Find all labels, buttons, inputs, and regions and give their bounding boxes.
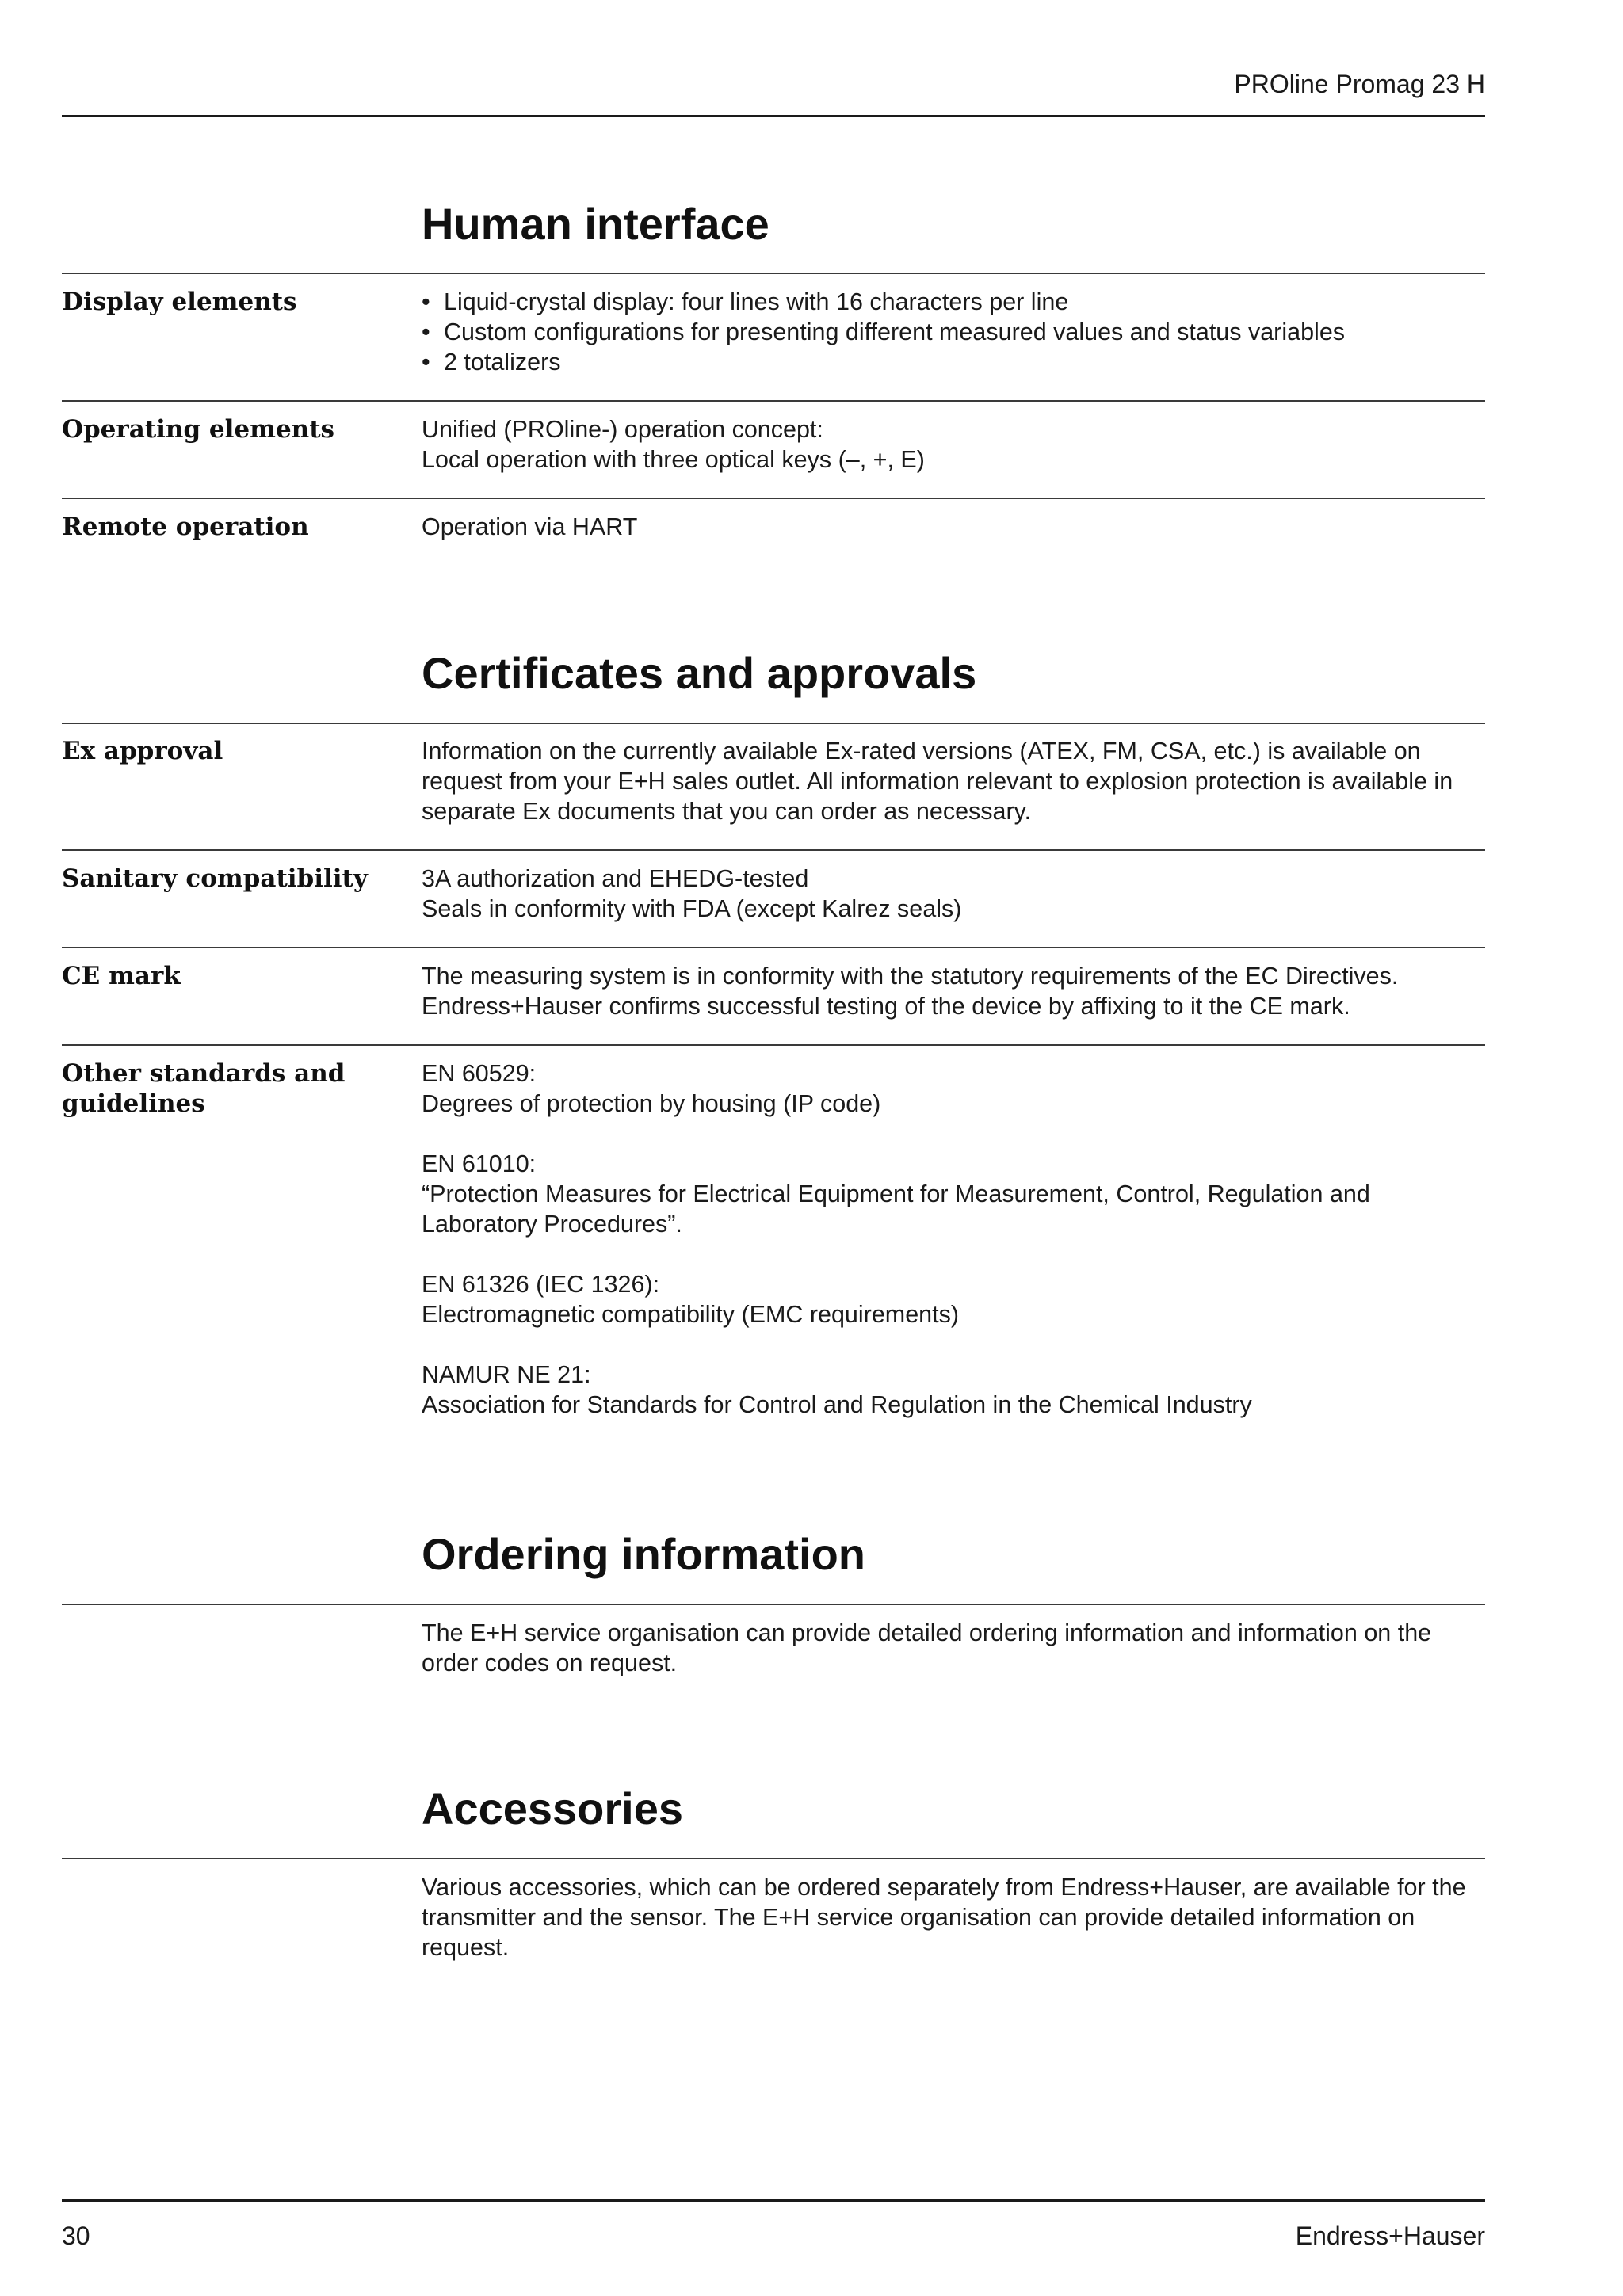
- footer-rule: [62, 2199, 1485, 2202]
- row-body-other-standards: [422, 1058, 1485, 1420]
- row-label-other-standards: Other standards and guidelines: [62, 1059, 346, 1118]
- standard-code: EN 61326 (IEC 1326):: [422, 1271, 660, 1298]
- row-label-sanitary-compatibility: Sanitary compatibility: [62, 864, 368, 893]
- document-header-title: PROline Promag 23 H: [1234, 70, 1485, 98]
- list-item: • Liquid-crystal display: four lines with 16 characters per line: [422, 288, 1069, 315]
- standard-code: EN 61010:: [422, 1150, 537, 1177]
- text-line: Seals in conformity with FDA (except Kalrez seals): [422, 895, 962, 922]
- row-body-ordering: The E+H service organisation can provide detailed ordering information and information on the order codes on request.: [422, 1619, 1432, 1676]
- standard-code: NAMUR NE 21:: [422, 1361, 591, 1388]
- text-line: Local operation with three optical keys (–, +, E): [422, 446, 925, 473]
- bullet-icon: •: [422, 349, 430, 376]
- bullet-icon: •: [422, 318, 430, 345]
- header-rule: [62, 115, 1485, 117]
- section-title-certificates: Certificates and approvals: [422, 648, 977, 698]
- standard-description: Electromagnetic compatibility (EMC requirements): [422, 1301, 959, 1328]
- section-divider: [62, 1604, 1485, 1605]
- section-divider: [62, 723, 1485, 724]
- row-body-ce-mark: The measuring system is in conformity with the statutory requirements of the EC Directives. Endress+Hauser confirms successful testing of the device by affixing to it the CE mark.: [422, 963, 1399, 1020]
- row-body-remote-operation: Operation via HART: [422, 513, 638, 540]
- brand-name: Endress+Hauser: [1295, 2222, 1485, 2250]
- section-divider: [62, 273, 1485, 274]
- row-divider: [62, 849, 1485, 851]
- row-label-ce-mark: CE mark: [62, 962, 181, 990]
- text-line: Unified (PROline-) operation concept:: [422, 416, 823, 443]
- row-divider: [62, 947, 1485, 948]
- display-elements-list: [422, 287, 1485, 377]
- row-label-ex-approval: Ex approval: [62, 737, 223, 765]
- text-line: 3A authorization and EHEDG-tested: [422, 865, 809, 892]
- bullet-icon: •: [422, 288, 430, 315]
- section-title-human-interface: Human interface: [422, 199, 769, 249]
- standard-description: Degrees of protection by housing (IP code): [422, 1090, 881, 1117]
- list-item: • Custom configurations for presenting different measured values and status variables: [422, 318, 1346, 345]
- section-divider: [62, 1858, 1485, 1859]
- row-label-display-elements: Display elements: [62, 288, 297, 316]
- row-label-operating-elements: Operating elements: [62, 415, 334, 444]
- standard-code: EN 60529:: [422, 1060, 537, 1087]
- row-body-operating-elements: [422, 414, 1485, 475]
- row-body-accessories: Various accessories, which can be ordered separately from Endress+Hauser, are available for the transmitter and the sensor. The E+H service organisation can provide detailed information on request.: [422, 1874, 1466, 1961]
- row-body-ex-approval: Information on the currently available Ex-rated versions (ATEX, FM, CSA, etc.) is available on request from your E+H sales outlet. All information relevant to explosion protection is available in separate Ex documents that you can order as necessary.: [422, 738, 1453, 825]
- section-title-ordering: Ordering information: [422, 1529, 865, 1579]
- standard-description: “Protection Measures for Electrical Equipment for Measurement, Control, Regulation and Laboratory Procedures”.: [422, 1180, 1370, 1238]
- row-divider: [62, 498, 1485, 499]
- page-number: 30: [62, 2222, 90, 2250]
- list-item: • 2 totalizers: [422, 349, 561, 376]
- row-divider: [62, 1044, 1485, 1046]
- row-body-sanitary-compatibility: [422, 864, 1485, 924]
- section-title-accessories: Accessories: [422, 1783, 684, 1833]
- row-divider: [62, 400, 1485, 402]
- standard-description: Association for Standards for Control and Regulation in the Chemical Industry: [422, 1391, 1252, 1418]
- row-body-display-elements: [422, 287, 1485, 377]
- row-label-remote-operation: Remote operation: [62, 513, 309, 541]
